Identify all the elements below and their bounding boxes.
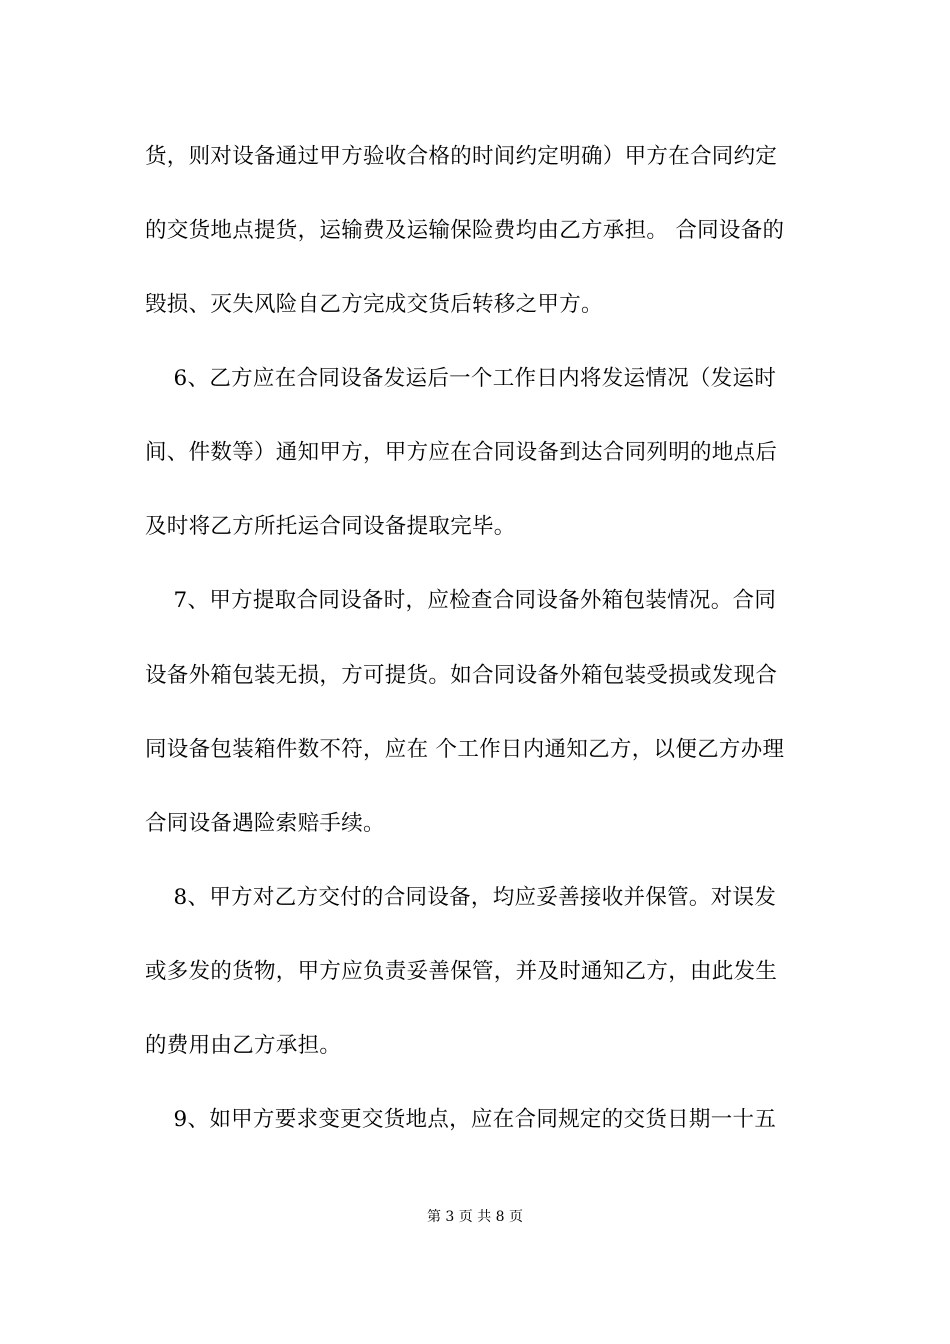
text-line: 及时将乙方所托运合同设备提取完毕。	[145, 514, 516, 539]
text-line: 或多发的货物，甲方应负责妥善保管，并及时通知乙方，由此发生	[145, 959, 778, 984]
paragraph-9-start: 9、如甲方要求变更交货地点，应在合同规定的交货日期一十五	[145, 1107, 777, 1132]
text-line: 设备外箱包装无损，方可提货。如合同设备外箱包装受损或发现合	[145, 663, 778, 688]
paragraph-6-start: 6、乙方应在合同设备发运后一个工作日内将发运情况（发运时	[145, 366, 777, 391]
text-line: 的费用由乙方承担。	[145, 1033, 342, 1058]
text-line: 毁损、灭失风险自乙方完成交货后转移之甲方。	[145, 292, 603, 317]
text-line: 货，则对设备通过甲方验收合格的时间约定明确）甲方在合同约定	[145, 144, 778, 169]
page-number-footer: 第 3 页 共 8 页	[426, 1209, 524, 1225]
text-line: 同设备包装箱件数不符，应在 个工作日内通知乙方，以便乙方办理	[145, 737, 785, 762]
paragraph-8-start: 8、甲方对乙方交付的合同设备，均应妥善接收并保管。对误发	[145, 885, 777, 910]
paragraph-7-start: 7、甲方提取合同设备时，应检查合同设备外箱包装情况。合同	[145, 588, 777, 613]
text-line: 的交货地点提货，运输费及运输保险费均由乙方承担。 合同设备的	[145, 218, 785, 243]
text-line: 间、件数等）通知甲方，甲方应在合同设备到达合同列明的地点后	[145, 440, 778, 465]
text-line: 合同设备遇险索赔手续。	[145, 811, 385, 836]
